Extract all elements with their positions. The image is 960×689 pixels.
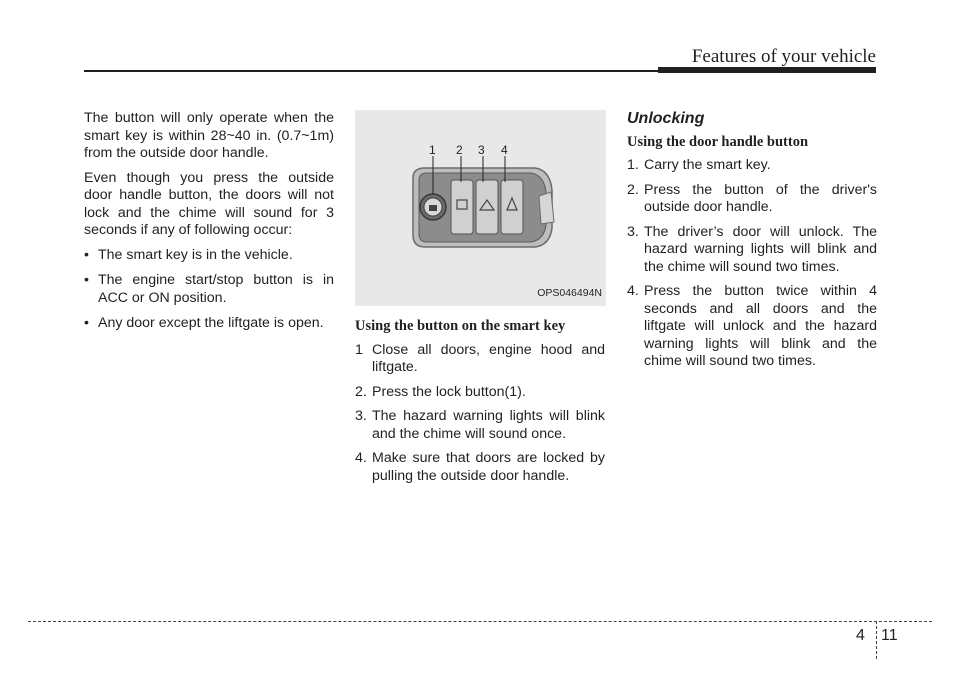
list-item: • The engine start/stop button is in ACC or ON position. xyxy=(84,272,334,307)
header-rule-accent xyxy=(658,67,876,73)
list-item: 3. The hazard warning lights will blink and the chime will sound once. xyxy=(355,408,605,442)
page-number: 11 xyxy=(881,627,898,644)
paragraph-range: The button will only operate when the smart key is within 28~40 in. (0.7~1m) from the outside door handle. xyxy=(84,110,334,161)
subheading-door-handle: Using the door handle button xyxy=(627,133,809,150)
chapter-number: 4 xyxy=(856,627,865,644)
list-item: 2. Press the lock button(1). xyxy=(355,383,526,400)
column-right xyxy=(627,110,877,378)
callout-3: 3 xyxy=(478,143,485,157)
list-item: • The smart key is in the vehicle. xyxy=(84,247,334,265)
list-item: 1 Close all doors, engine hood and liftgate. xyxy=(355,341,605,375)
list-item: 4. Make sure that doors are locked by pulling the outside door handle. xyxy=(355,450,605,484)
smart-key-steps xyxy=(355,342,605,486)
footer-rule xyxy=(28,621,932,622)
callout-1: 1 xyxy=(429,143,436,157)
column-middle xyxy=(355,110,605,492)
subheading-smart-key: Using the button on the smart key xyxy=(355,318,566,334)
callout-2: 2 xyxy=(456,143,463,157)
liftgate-button-3 xyxy=(476,180,498,234)
unlock-button-2 xyxy=(451,180,473,234)
lock-icon-body xyxy=(429,205,437,211)
paragraph-conditions: Even though you press the outside door handle button, the doors will not lock and the chime will sound for 3 seconds if any of following occur: xyxy=(84,169,334,238)
key-blade xyxy=(539,192,554,224)
header-title: Features of your vehicle xyxy=(691,46,876,67)
list-item: 1. Carry the smart key. xyxy=(627,157,771,173)
list-item: • Any door except the liftgate is open. xyxy=(84,315,334,333)
footer-divider xyxy=(876,621,877,659)
section-title-unlocking: Unlocking xyxy=(627,110,705,127)
list-item: 3. The driver’s door will unlock. The hazard warning lights will blink and the chime will sound two times. xyxy=(627,223,877,275)
column-left xyxy=(84,110,334,341)
panic-button-4 xyxy=(501,180,523,234)
smart-key-figure xyxy=(355,110,606,306)
smart-key-illustration xyxy=(355,110,606,306)
unlock-steps xyxy=(627,157,877,371)
list-item: 4. Press the button twice within 4 seconds and all doors and the liftgate will unlock and the hazard warning lights will blink and the chime will sound two times. xyxy=(627,283,877,369)
list-item: 2. Press the button of the driver's outside door handle. xyxy=(627,181,877,215)
conditions-list xyxy=(84,247,334,333)
callout-4: 4 xyxy=(501,143,508,157)
figure-caption: OPS046494N xyxy=(537,286,602,299)
